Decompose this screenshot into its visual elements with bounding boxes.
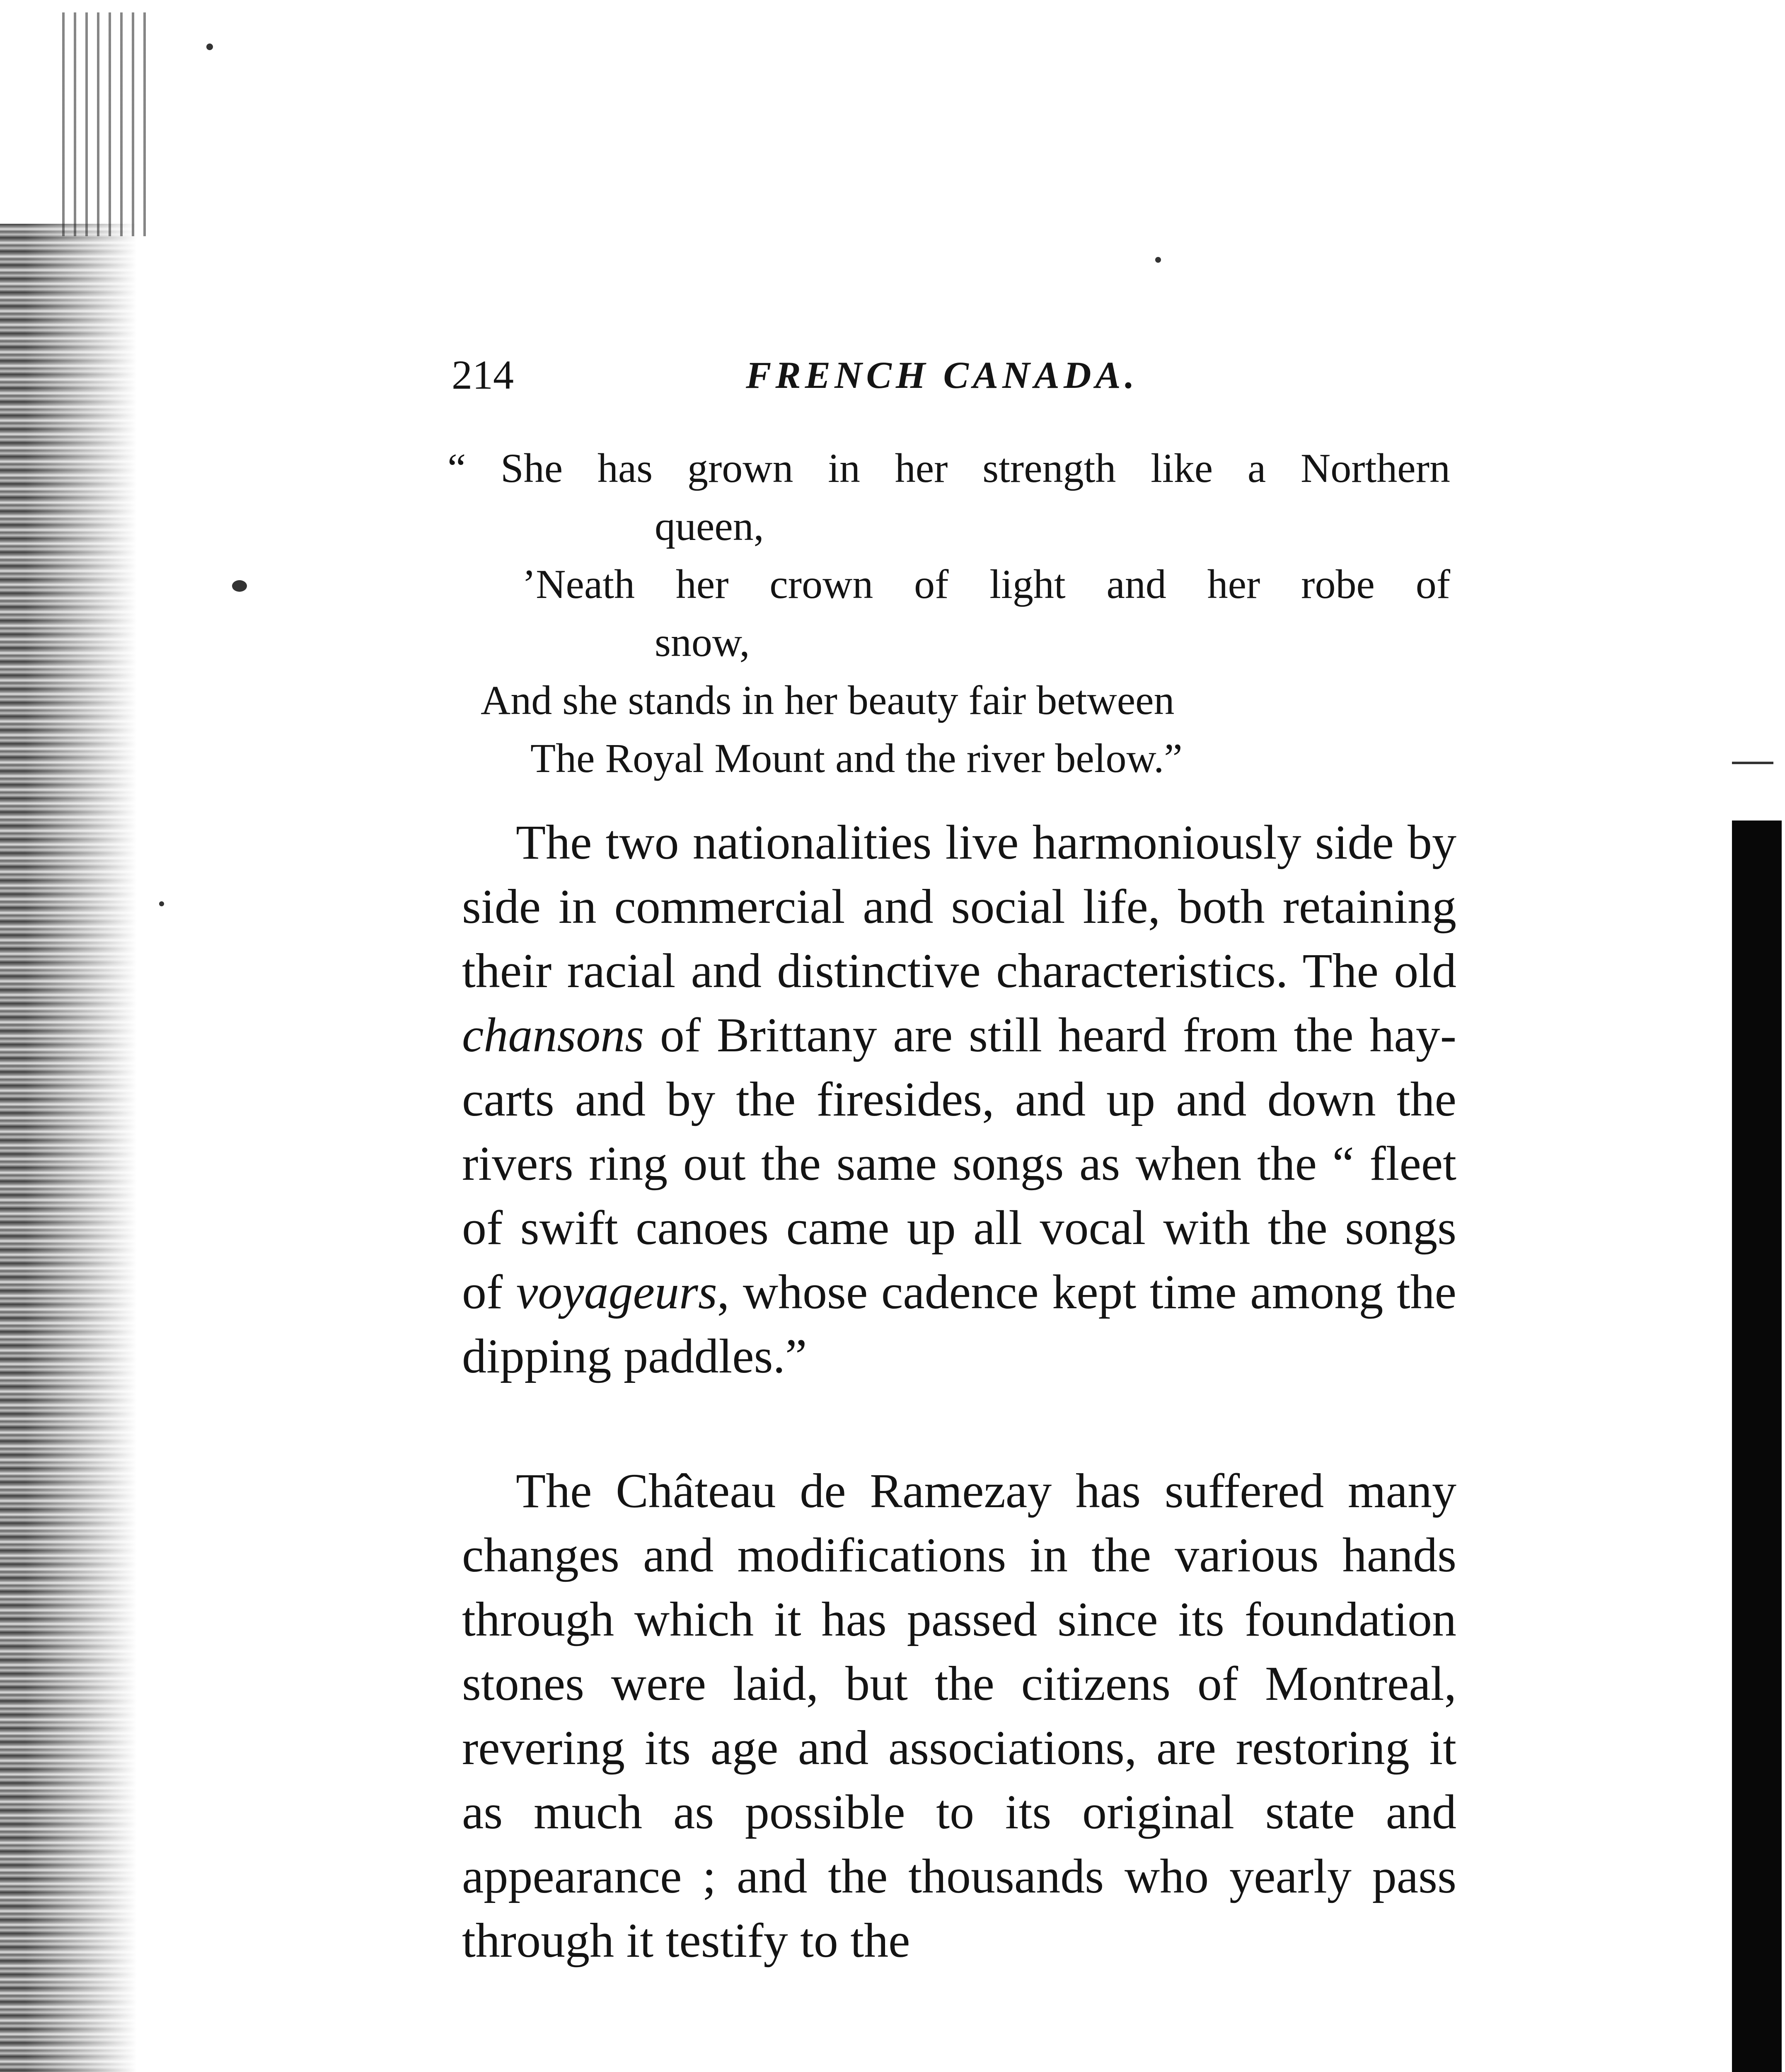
scan-speck xyxy=(206,44,213,50)
scan-binding-shadow-top xyxy=(62,12,149,236)
scan-binding-shadow xyxy=(0,224,137,2072)
paragraph-text: The two nationalities live harmoniously side by side in commercial and social life, both retaining their racial and distinctive characteristics. The old xyxy=(462,815,1456,998)
scan-speck xyxy=(232,580,247,592)
scan-speck xyxy=(159,901,164,906)
paragraph-text: of Brittany are still heard from the hay-carts and by the firesides, and up and down the rivers ring out the same songs as when the “ fleet of swift canoes came up all vocal with the songs of xyxy=(462,1008,1456,1319)
italic-term-chansons: chansons xyxy=(462,1008,644,1062)
scan-right-dash xyxy=(1732,762,1773,764)
page-number: 214 xyxy=(452,352,514,398)
paragraph-text: , whose cadence kept time among the dipping paddles.” xyxy=(462,1265,1456,1383)
poem-line: And she stands in her beauty fair between xyxy=(481,677,1175,723)
poem-line: ’Neath her crown of light and her robe of xyxy=(522,561,1450,607)
poem-line: snow, xyxy=(655,619,750,665)
scan-right-edge-shadow xyxy=(1732,821,1782,2072)
running-head xyxy=(452,346,1554,404)
poem-line: The Royal Mount and the river below.” xyxy=(530,735,1183,781)
poem-line: “ She has grown in her strength like a Northern xyxy=(447,445,1450,491)
body-paragraph xyxy=(462,810,1456,1388)
poem-line: queen, xyxy=(655,503,764,549)
running-title: FRENCH CANADA. xyxy=(746,354,1139,396)
poem-quotation xyxy=(447,439,1467,787)
scan-speck xyxy=(1155,257,1161,263)
italic-term-voyageurs: voyageurs xyxy=(516,1265,717,1319)
body-paragraph: The Château de Ramezay has suffered many changes and modifications in the various hands through which it has passed since its foundation stones were laid, but the citizens of Montreal, revering its age and associations, are restoring it as much as possible to its original state and appearance ; and the thousands who yearly pass through it testify to the xyxy=(462,1464,1456,1968)
